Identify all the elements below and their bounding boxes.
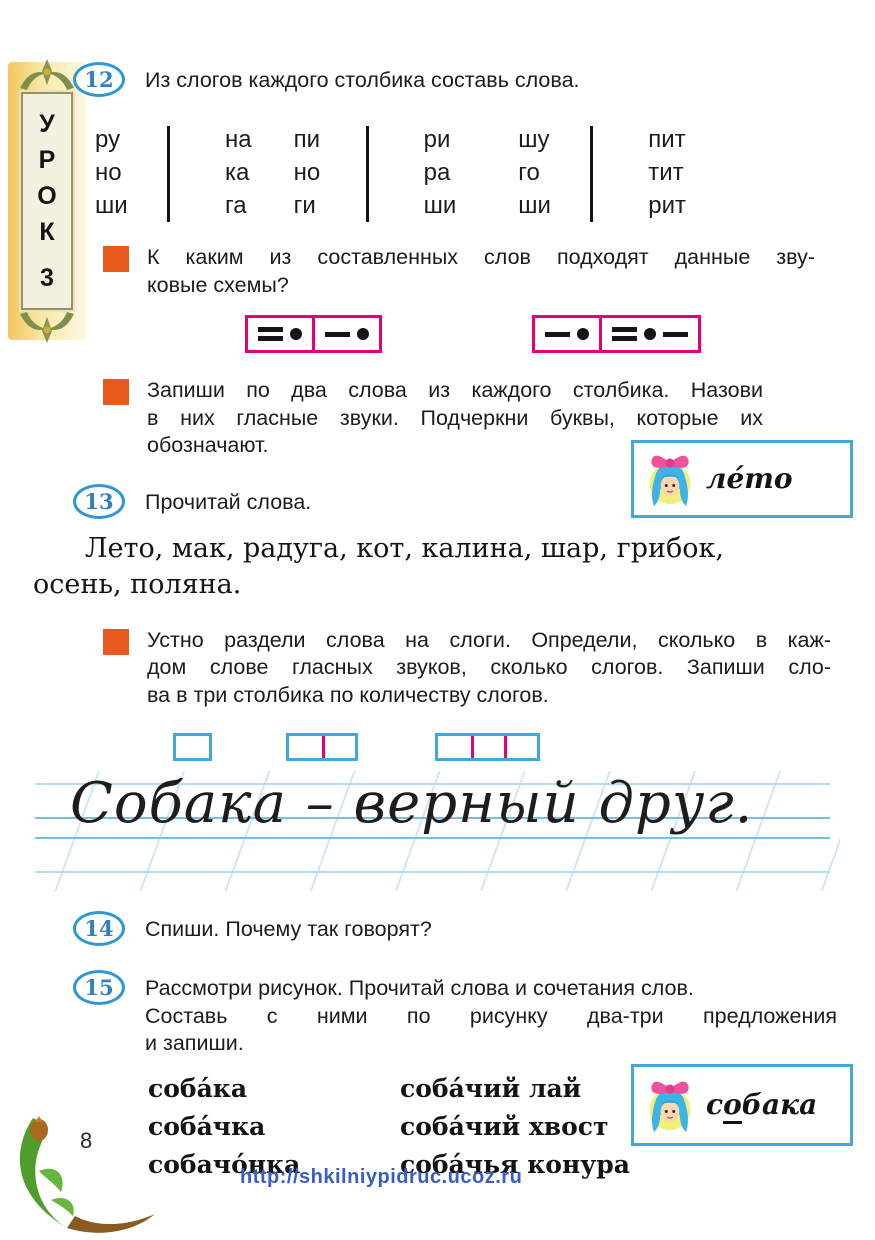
- banner-letter: О: [37, 182, 57, 210]
- syllable-group-1: [95, 123, 252, 222]
- three-syllable-box: [435, 733, 540, 761]
- text-line: Устно раздели слова на слоги. Определи, сколько в каж-: [147, 627, 831, 652]
- syllable-cell: [438, 736, 471, 758]
- exercise-15-header: [73, 970, 855, 1058]
- exercise-number-badge: 14: [73, 911, 125, 946]
- orange-square-bullet-icon: [103, 629, 129, 655]
- word-item: соба́ка: [148, 1073, 248, 1103]
- handwriting-sample: Собака – верный друг.: [70, 771, 754, 836]
- word-item: соба́чий лай: [400, 1073, 582, 1103]
- syllable-cell: [471, 736, 504, 758]
- sound-scheme-2: [532, 315, 701, 353]
- syllable-table: [95, 123, 855, 222]
- syllable: ру: [95, 126, 121, 153]
- text-line: и запиши.: [145, 1031, 244, 1055]
- soft-consonant-double-bar-symbol: [258, 327, 283, 341]
- text-line: осень, поляна.: [33, 568, 242, 600]
- task-text: [147, 244, 815, 299]
- syllable-group-3: [518, 123, 686, 222]
- exercise-13-header: [73, 462, 855, 519]
- exercise-number-badge: 13: [73, 484, 125, 519]
- ruled-line: [35, 837, 830, 839]
- text-line: в них гласные звуки. Подчеркни буквы, которые их: [147, 405, 763, 430]
- task-bullet-3: [103, 627, 855, 710]
- syllable: ши: [95, 192, 128, 219]
- syllable: го: [518, 159, 540, 186]
- site-url-link[interactable]: http://shkilniypidruc.ucoz.ru: [240, 1166, 523, 1188]
- leto-character-card: [631, 440, 853, 518]
- syllable-count-boxes: [173, 733, 855, 761]
- syllable: ши: [518, 192, 551, 219]
- sound-scheme-cell: [599, 318, 698, 350]
- orange-square-bullet-icon: [103, 246, 129, 272]
- exercise-12-header: [73, 62, 855, 97]
- ruled-line: [35, 871, 830, 873]
- syllable: пит: [648, 126, 686, 153]
- syllable: но: [293, 159, 321, 186]
- syllable-column: [294, 123, 366, 222]
- syllable: рит: [648, 192, 687, 219]
- banner-letter: У: [39, 110, 55, 138]
- text-line: ва в три столбика по количеству слогов.: [147, 682, 549, 707]
- exercise-12-instruction: Из слогов каждого столбика составь слова.: [145, 68, 580, 92]
- exercise-13-instruction: Прочитай слова.: [145, 489, 312, 514]
- word-item: собачо́нка: [148, 1149, 301, 1179]
- syllable-column: [518, 123, 590, 222]
- card-word-label: собака: [706, 1086, 817, 1124]
- syllable-column: [95, 123, 167, 222]
- banner-letter: Р: [38, 146, 56, 174]
- syllable-cell: [504, 736, 537, 758]
- syllable-cell: [289, 736, 322, 758]
- text-line: Составь с ними по рисунку два-три предложения: [145, 1003, 837, 1028]
- word-item: соба́чья конура: [400, 1149, 630, 1179]
- text-line: дом слове гласных звуков, сколько слогов. Запиши сло-: [147, 655, 831, 679]
- sound-scheme-cell: [535, 318, 599, 350]
- syllable: ри: [423, 126, 451, 153]
- syllable: ги: [293, 192, 316, 219]
- text-line: ковые схемы?: [147, 272, 289, 297]
- syllable: пи: [293, 126, 321, 153]
- reading-word-list: [33, 531, 855, 603]
- syllable-column: [369, 123, 457, 222]
- handwriting-ruled-area: [15, 771, 840, 891]
- page-content: [0, 62, 875, 1184]
- two-syllable-box: [286, 733, 358, 761]
- vowel-dot-symbol: [644, 328, 656, 340]
- text-line: обозначают.: [147, 433, 269, 457]
- sobaka-character-card: [631, 1064, 853, 1146]
- syllable-cell: [176, 736, 209, 758]
- sound-scheme-1: [245, 315, 382, 353]
- text-line: Лето, мак, радуга, кот, калина, шар, грибок,: [85, 532, 724, 564]
- hard-consonant-bar-symbol: [663, 332, 688, 337]
- card-word-label: ле́то: [706, 462, 793, 495]
- hard-consonant-bar-symbol: [325, 332, 350, 337]
- sound-scheme-cell: [248, 318, 312, 350]
- syllable-cell: [322, 736, 355, 758]
- syllable: ка: [225, 159, 250, 186]
- girl-icon: [642, 448, 698, 510]
- exercise-15-instruction: [145, 970, 837, 1058]
- sound-schemes: [245, 315, 855, 353]
- word-item: соба́чка: [148, 1111, 266, 1141]
- text-line: Рассмотри рисунок. Прочитай слова и сочетания слов.: [145, 976, 694, 1000]
- banner-letter: К: [39, 218, 55, 246]
- task-bullet-1: [103, 244, 855, 299]
- syllable: ши: [423, 192, 457, 219]
- syllable-column: [170, 123, 252, 222]
- orange-square-bullet-icon: [103, 379, 129, 405]
- syllable: га: [225, 192, 247, 219]
- syllable-column: [593, 123, 686, 222]
- syllable: шу: [518, 126, 550, 153]
- exercise-number-badge: 12: [73, 62, 125, 97]
- syllable: ра: [423, 159, 451, 186]
- soft-consonant-double-bar-symbol: [612, 327, 637, 341]
- vowel-dot-symbol: [577, 328, 589, 340]
- exercise-number-badge: 15: [73, 970, 125, 1005]
- syllable: тит: [648, 159, 684, 186]
- exercise-14-instruction: Спиши. Почему так говорят?: [145, 917, 432, 941]
- syllable: на: [225, 126, 252, 153]
- syllable-group-2: [294, 123, 457, 222]
- vowel-dot-symbol: [357, 328, 369, 340]
- exercise-14-header: [73, 911, 855, 946]
- underlined-letter: о: [723, 1088, 742, 1124]
- page-number: 8: [80, 1128, 93, 1153]
- syllable: но: [95, 159, 122, 186]
- word-item: соба́чий хвост: [400, 1111, 609, 1141]
- banner-lesson-number: 3: [40, 264, 54, 292]
- task-text: [147, 627, 831, 710]
- hard-consonant-bar-symbol: [545, 332, 570, 337]
- vowel-dot-symbol: [290, 328, 302, 340]
- text-line: Запиши по два слова из каждого столбика. Назови: [147, 378, 763, 402]
- sound-scheme-cell: [312, 318, 379, 350]
- one-syllable-box: [173, 733, 212, 761]
- text-line: К каким из составленных слов подходят данные зву-: [147, 245, 815, 269]
- girl-icon: [642, 1074, 698, 1136]
